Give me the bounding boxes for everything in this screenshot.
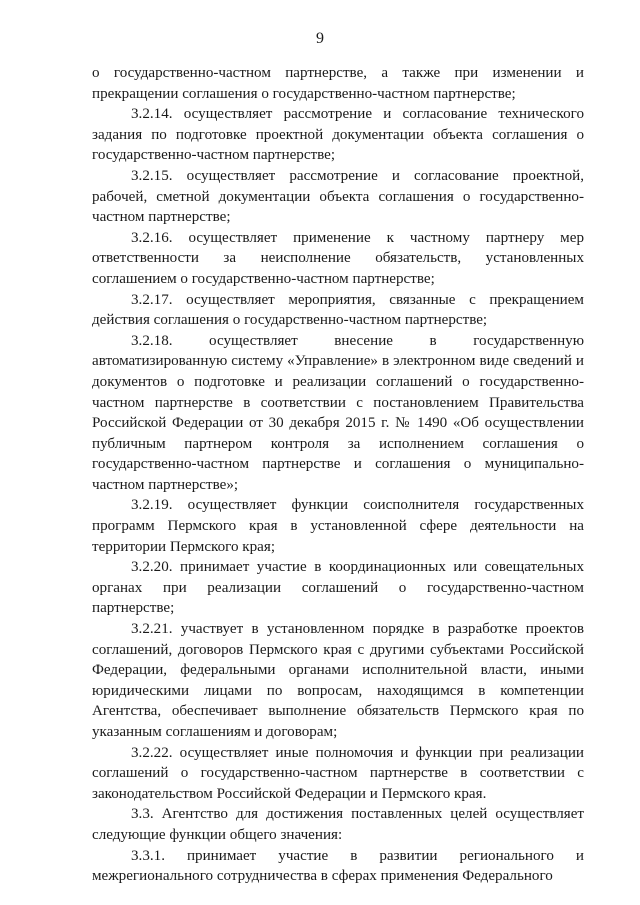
paragraph: 3.2.18. осуществляет внесение в государственную автоматизированную систему «Управление» в электронном виде сведений и документов о подготовке и реализации соглашений о государственно-частном партнерстве в соответствии с постановлением Правительства Российской Федерации от 30 декабря 2015 г. № 1490 «Об осуществлении публичным партнером контроля за исполнением соглашения о государственно-частном партнерстве и соглашения о муниципально-частном партнерстве»; xyxy=(92,332,584,493)
paragraph: 3.2.19. осуществляет функции соисполнителя государственных программ Пермского края в установленной сфере деятельности на территории Пермского края; xyxy=(92,497,584,555)
page-number: 9 xyxy=(316,30,324,47)
paragraph: о государственно-частном партнерстве, а также при изменении и прекращении соглашения о государственно-частном партнерстве; xyxy=(92,65,584,102)
paragraph: 3.2.22. осуществляет иные полномочия и функции при реализации соглашений о государственно-частном партнерстве в соответствии с законодательством Российской Федерации и Пермского края. xyxy=(92,744,584,802)
paragraph: 3.3.1. принимает участие в развитии регионального и межрегионального сотрудничества в сферах применения Федерального xyxy=(92,847,584,885)
paragraph: 3.2.20. принимает участие в координационных или совещательных органах при реализации соглашений о государственно-частном партнерстве; xyxy=(92,559,584,617)
paragraph: 3.2.15. осуществляет рассмотрение и согласование проектной, рабочей, сметной документации объекта соглашения о государственно-частном партнерстве; xyxy=(92,167,584,226)
paragraph: 3.2.21. участвует в установленном порядке в разработке проектов соглашений, договоров Пермского края с другими субъектами Российской Федерации, федеральными органами исполнительной власти, иными юридическими лицами по вопросам, находящимся в компетенции Агентства, обеспечивает выполнение обязательств Пермского края по указанным соглашениям и договорам; xyxy=(92,621,584,740)
paragraph: 3.3. Агентство для достижения поставленных целей осуществляет следующие функции общего значения: xyxy=(92,806,584,843)
paragraph: 3.2.16. осуществляет применение к частному партнеру мер ответственности за неисполнение обязательств, установленных соглашением о государственно-частном партнерстве; xyxy=(92,229,584,287)
paragraph: 3.2.17. осуществляет мероприятия, связанные с прекращением действия соглашения о государственно-частном партнерстве; xyxy=(92,291,584,329)
document-body xyxy=(92,63,584,887)
paragraph: 3.2.14. осуществляет рассмотрение и согласование технического задания по подготовке проектной документации объекта соглашения о государственно-частном партнерстве; xyxy=(92,106,584,164)
